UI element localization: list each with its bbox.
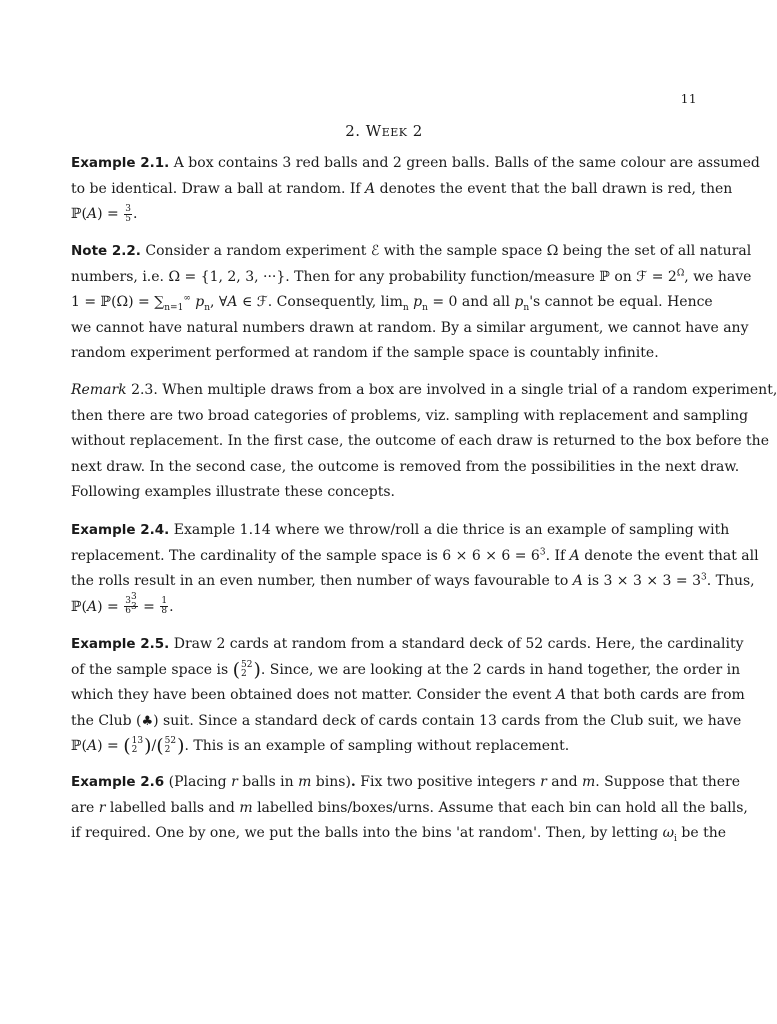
binomial: 52 2	[241, 659, 253, 679]
text-line: random experiment performed at random if the sample space is countably infinite.	[71, 345, 659, 361]
text-line: ℙ(A) = $\frac{3^3}{6^3}$ = $\frac{1}{8}$ .	[71, 592, 174, 616]
example-2-4	[71, 518, 759, 620]
text-line: without replacement. In the first case, the outcome of each draw is returned to the box before the	[71, 433, 769, 449]
fraction: $\frac{3}{5}$	[125, 203, 131, 224]
text-line: are r labelled balls and m labelled bins/boxes/urns. Assume that each bin can hold all the balls,	[71, 799, 748, 816]
note-2-2	[71, 239, 752, 367]
section-title: 2. Week 2	[345, 122, 423, 140]
fraction: $\frac{3^3}{6^3}$	[125, 592, 137, 616]
example-2-6	[71, 770, 748, 847]
text-line: Example 2.6 (Placing r balls in m bins). Fix two positive integers r and m. Suppose that there	[71, 774, 741, 790]
example-label: Example 2.6	[71, 774, 165, 790]
example-2-1	[71, 151, 760, 228]
text-line: which they have been obtained does not matter. Consider the event A that both cards are from	[71, 687, 745, 703]
text-line: Example 2.4. Example 1.14 where we throw/roll a die thrice is an example of sampling with	[71, 522, 730, 538]
text-line: numbers, i.e. Ω = {1, 2, 3, ···}. Then for any probability function/measure ℙ on ℱ = $2^\Omega$, we have	[71, 267, 752, 285]
binomial: 52 2	[164, 736, 177, 755]
remark-label: Remark	[71, 382, 127, 398]
text-line: Following examples illustrate these concepts.	[71, 484, 395, 500]
text-line: if required. One by one, we put the balls into the bins 'at random'. Then, by letting $\omega_i$ be the	[71, 825, 727, 844]
text-line: the Club (♣) suit. Since a standard deck of cards contain 13 cards from the Club suit, we have	[71, 712, 742, 729]
text-line: the rolls result in an even number, then number of ways favourable to A is $3 \times 3 \times 3 = 3^3$. Thus,	[71, 572, 755, 589]
text-line: ℙ(A) = $\frac{3}{5}$ .	[71, 203, 138, 224]
text-line: of the sample space is ( 52 2 ). Since, we are looking at the 2 cards in hand together, the order in	[71, 658, 741, 681]
text-line: then there are two broad categories of problems, viz. sampling with replacement and sampling	[71, 407, 749, 424]
text-line: replacement. The cardinality of the sample space is $6 \times 6 \times 6 = 6^3$. If A denote the event that all	[71, 546, 759, 564]
note-label: Note 2.2.	[71, 243, 141, 259]
text-line: next draw. In the second case, the outcome is removed from the possibilities in the next draw.	[71, 458, 740, 475]
text-line: Example 2.1. A box contains 3 red balls and 2 green balls. Balls of the same colour are assumed	[71, 155, 760, 171]
example-label: Example 2.5.	[71, 636, 170, 652]
binomial: 13 2	[131, 736, 144, 755]
example-2-5	[71, 632, 745, 760]
example-label: Example 2.1.	[71, 155, 170, 171]
page-number: 11	[680, 92, 697, 106]
text-line: 1 = ℙ(Ω) = $\sum_{n=1}^\infty$ $p_n$, ∀A ∈ ℱ. Consequently, $\lim_n p_n = 0$ and all $p_n's$ cannot be equal. Hence	[71, 293, 713, 313]
fraction: $\frac{1}{8}$	[161, 596, 168, 616]
text-line: Note 2.2. Consider a random experiment ℰ with the sample space Ω being the set of all natural	[71, 243, 752, 259]
text-line: Remark 2.3. When multiple draws from a box are involved in a single trial of a random experiment,	[71, 382, 777, 398]
text-line: Example 2.5. Draw 2 cards at random from a standard deck of 52 cards. Here, the cardinality	[71, 636, 744, 652]
text-line: to be identical. Draw a ball at random. If A denotes the event that the ball drawn is red, then	[71, 180, 733, 197]
club-suit-icon: ♣	[141, 713, 154, 729]
text-line: ℙ(A) = ( 13 2 )/( 52 2 ). This is an example of sampling without replacement.	[71, 735, 570, 757]
text-line: we cannot have natural numbers drawn at random. By a similar argument, we cannot have any	[71, 319, 749, 336]
example-label: Example 2.4.	[71, 522, 170, 538]
remark-2-3	[71, 378, 777, 506]
